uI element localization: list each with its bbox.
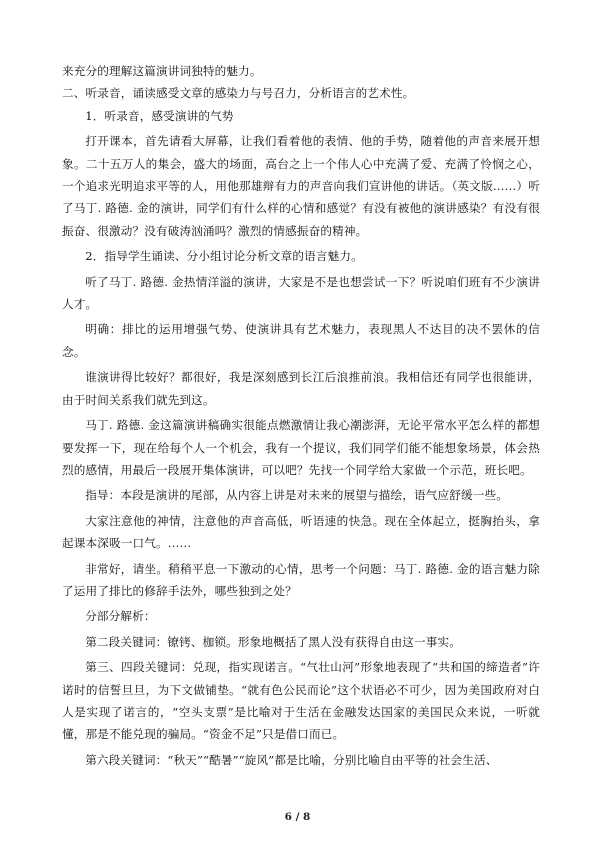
subheading-1: 1．听录音，感受演讲的气势 <box>85 108 234 123</box>
subheading-2: 2．指导学生诵读、分小组讨论分析文章的语言魅力。 <box>85 249 363 264</box>
document-page <box>62 60 540 800</box>
paragraph-section-two: 第二段关键词：镣铐、枷锁。形象地概括了黑人没有获得自由这一事实。 <box>85 634 461 649</box>
paragraph-section-three-four: 第三、四段关键词：兑现，指实现诺言。“气壮山河”形象地表现了“共和国的缔造者”许诺时的信誓旦旦，为下文做铺垫。“就有色公民而论”这个状语必不可少，因为美国政府对白人是实现了诺言的，“空头支票”是比喻对于生活在金融发达国家的美国民众来说，一听就懂，那是不能兑现的骗局。“资金不足”只是借口而已。 <box>62 660 540 742</box>
paragraph-stand-up: 大家注意他的神情，注意他的声音高低，听语速的快急。现在全体起立，挺胸抬头，拿起课本深吸一口气。…… <box>62 513 540 551</box>
section-heading-2: 二、听录音，诵读感受文章的感染力与号召力，分析语言的艺术性。 <box>62 86 415 101</box>
page-number: 6 / 8 <box>284 811 311 823</box>
paragraph-guidance: 指导：本段是演讲的尾部，从内容上讲是对未来的展望与描绘，语气应舒缓一些。 <box>85 488 508 503</box>
paragraph-group-speech: 马丁. 路德. 金这篇演讲稿确实很能点燃激情让我心潮澎湃，无论平常水平怎么样的都想要发挥一下，现在给每个人一个机会，我有一个提议，我们同学们能不能想象场景，体会热烈的感情，用最后一段展开集体演讲，可以吧？先找一个同学给大家做一个示范，班长吧。 <box>62 418 540 477</box>
paragraph-listen-intro: 打开课本，首先请看大屏幕，让我们看着他的表情、他的手势，随着他的声音来展开想象。二十五万人的集会，盛大的场面，高台之上一个伟人心中充满了爱、充满了怜悯之心，一个追求光明追求平等的人，用他那雄辩有力的声音向我们宣讲他的讲话。（英文版……）听了马丁. 路德. 金的演讲，同学们有什么样的心情和感觉？有没有被他的演讲感染？有没有很振奋、很激动？没有破涛汹涌吗？激烈的情感振奋的精神。 <box>62 134 540 238</box>
paragraph-who-speaks: 谁演讲得比较好？都很好，我是深刻感到长江后浪推前浪。我相信还有同学也很能讲，由于时间关系我们就先到这。 <box>62 370 540 407</box>
paragraph-section-six: 第六段关键词：“秋天”“酷暑”“旋风”都是比喻，分别比喻自由平等的社会生活、 <box>85 752 498 767</box>
paragraph-try-speech: 听了马丁. 路德. 金热情洋溢的演讲，大家是不是也想尝试一下？听说咱们班有不少演讲人才。 <box>62 274 540 312</box>
paragraph-clarify: 明确：排比的运用增强气势、使演讲具有艺术魅力，表现黑人不达目的决不罢休的信念。 <box>62 322 540 359</box>
paragraph-question: 非常好，请坐。稍稍平息一下激动的心情，思考一个问题：马丁. 路德. 金的语言魅力除了运用了排比的修辞手法外，哪些独到之处？ <box>62 561 540 598</box>
paragraph-1: 来充分的理解这篇演讲词独特的魅力。 <box>62 64 262 78</box>
paragraph-analysis-label: 分部分解析： <box>85 609 156 624</box>
